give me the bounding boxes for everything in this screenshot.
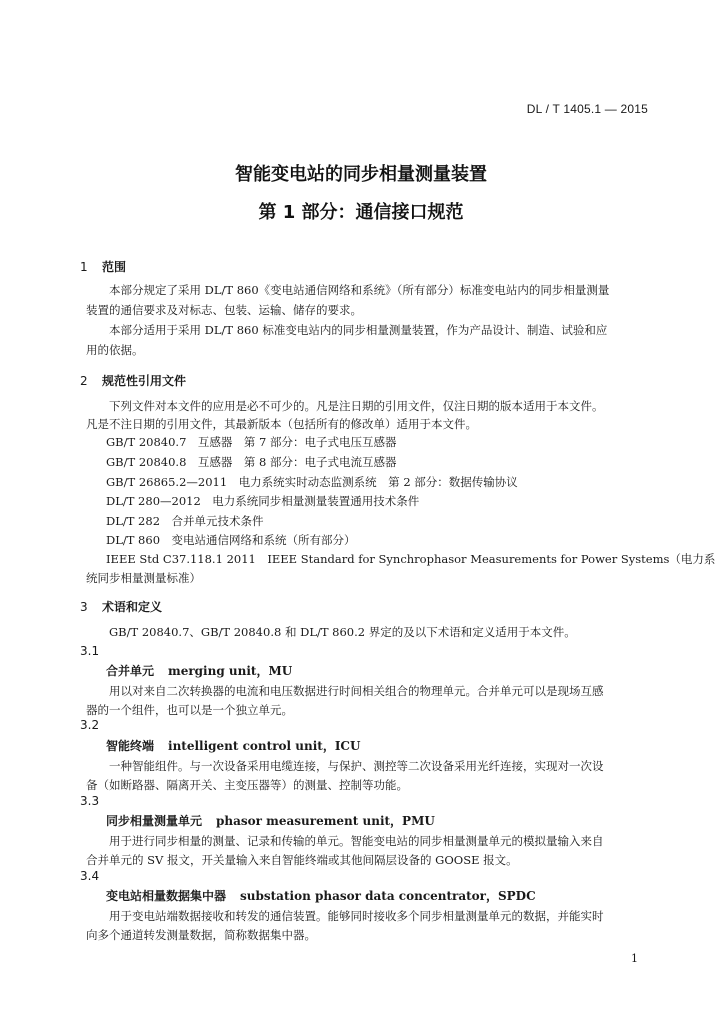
section-heading-normative-references [80,372,186,389]
reference-item: GB/T 20840.8 互感器 第 8 部分：电子式电流互感器 [106,455,397,469]
term-definition-line: 备（如断路器、隔离开关、主变压器等）的测量、控制等功能。 [86,778,408,792]
term-chinese: 智能终端 [106,739,155,753]
term-heading [106,887,536,904]
reference-item-continuation: 统同步相量测量标准） [86,571,201,585]
paragraph-line: 用的依据。 [86,343,144,357]
section-number: 2 [80,374,88,388]
term-chinese: 变电站相量数据集中器 [106,889,227,903]
paragraph-line: 凡是不注日期的引用文件，其最新版本（包括所有的修改单）适用于本文件。 [86,417,477,431]
section-number: 1 [80,260,88,274]
term-definition-line: 用以对来自二次转换器的电流和电压数据进行时间相关组合的物理单元。合并单元可以是现场互感 [109,684,604,698]
term-heading [106,662,292,679]
term-english: intelligent control unit，ICU [168,739,361,753]
document-subtitle: 第 1 部分：通信接口规范 [258,202,464,223]
term-definition-line: 用于进行同步相量的测量、记录和传输的单元。智能变电站的同步相量测量单元的模拟量输入来自 [109,834,604,848]
page-number: 1 [631,952,638,965]
term-definition-line: 一种智能组件。与一次设备采用电缆连接，与保护、测控等二次设备采用光纤连接，实现对一次设 [109,759,604,773]
reference-item: DL/T 860 变电站通信网络和系统（所有部分） [106,533,356,547]
reference-item: GB/T 26865.2—2011 电力系统实时动态监测系统 第 2 部分：数据传输协议 [106,475,518,489]
paragraph-line: GB/T 20840.7、GB/T 20840.8 和 DL/T 860.2 界定的及以下术语和定义适用于本文件。 [109,625,576,639]
reference-item: DL/T 282 合并单元技术条件 [106,514,264,528]
term-definition-line: 器的一个组件，也可以是一个独立单元。 [86,703,293,717]
section-heading-scope [80,258,126,275]
term-definition-line: 合并单元的 SV 报文，开关量输入来自智能终端或其他间隔层设备的 GOOSE 报文。 [86,853,518,867]
term-english: substation phasor data concentrator，SPDC [240,889,536,903]
paragraph-line: 本部分规定了采用 DL/T 860《变电站通信网络和系统》（所有部分）标准变电站内的同步相量测量 [109,283,610,297]
document-title: 智能变电站的同步相量测量装置 [235,164,487,185]
section-heading-terms [80,598,162,615]
term-heading [106,737,360,754]
term-heading [106,812,435,829]
section-title: 规范性引用文件 [102,374,187,388]
standard-code: DL / T 1405.1 — 2015 [526,102,648,116]
paragraph-line: 本部分适用于采用 DL/T 860 标准变电站内的同步相量测量装置，作为产品设计、制造、试验和应 [109,323,608,337]
term-english: phasor measurement unit，PMU [216,814,435,828]
term-definition-line: 向多个通道转发测量数据，简称数据集中器。 [86,928,316,942]
reference-item: DL/T 280—2012 电力系统同步相量测量装置通用技术条件 [106,494,420,508]
reference-item: GB/T 20840.7 互感器 第 7 部分：电子式电压互感器 [106,435,397,449]
paragraph-line: 装置的通信要求及对标志、包装、运输、储存的要求。 [86,303,362,317]
paragraph-line: 下列文件对本文件的应用是必不可少的。凡是注日期的引用文件，仅注日期的版本适用于本文件。 [109,399,604,413]
reference-item: IEEE Std C37.118.1 2011 IEEE Standard for Synchrophasor Measurements for Power Systems（电力系 [106,552,716,566]
clause-number: 3.2 [80,718,100,732]
term-english: merging unit，MU [168,664,293,678]
section-number: 3 [80,600,88,614]
term-definition-line: 用于变电站端数据接收和转发的通信装置。能够同时接收多个同步相量测量单元的数据，并能实时 [109,909,604,923]
term-chinese: 同步相量测量单元 [106,814,203,828]
term-chinese: 合并单元 [106,664,155,678]
section-title: 术语和定义 [102,600,163,614]
section-title: 范围 [102,260,127,274]
clause-number: 3.4 [80,869,100,883]
clause-number: 3.1 [80,644,100,658]
clause-number: 3.3 [80,794,100,808]
